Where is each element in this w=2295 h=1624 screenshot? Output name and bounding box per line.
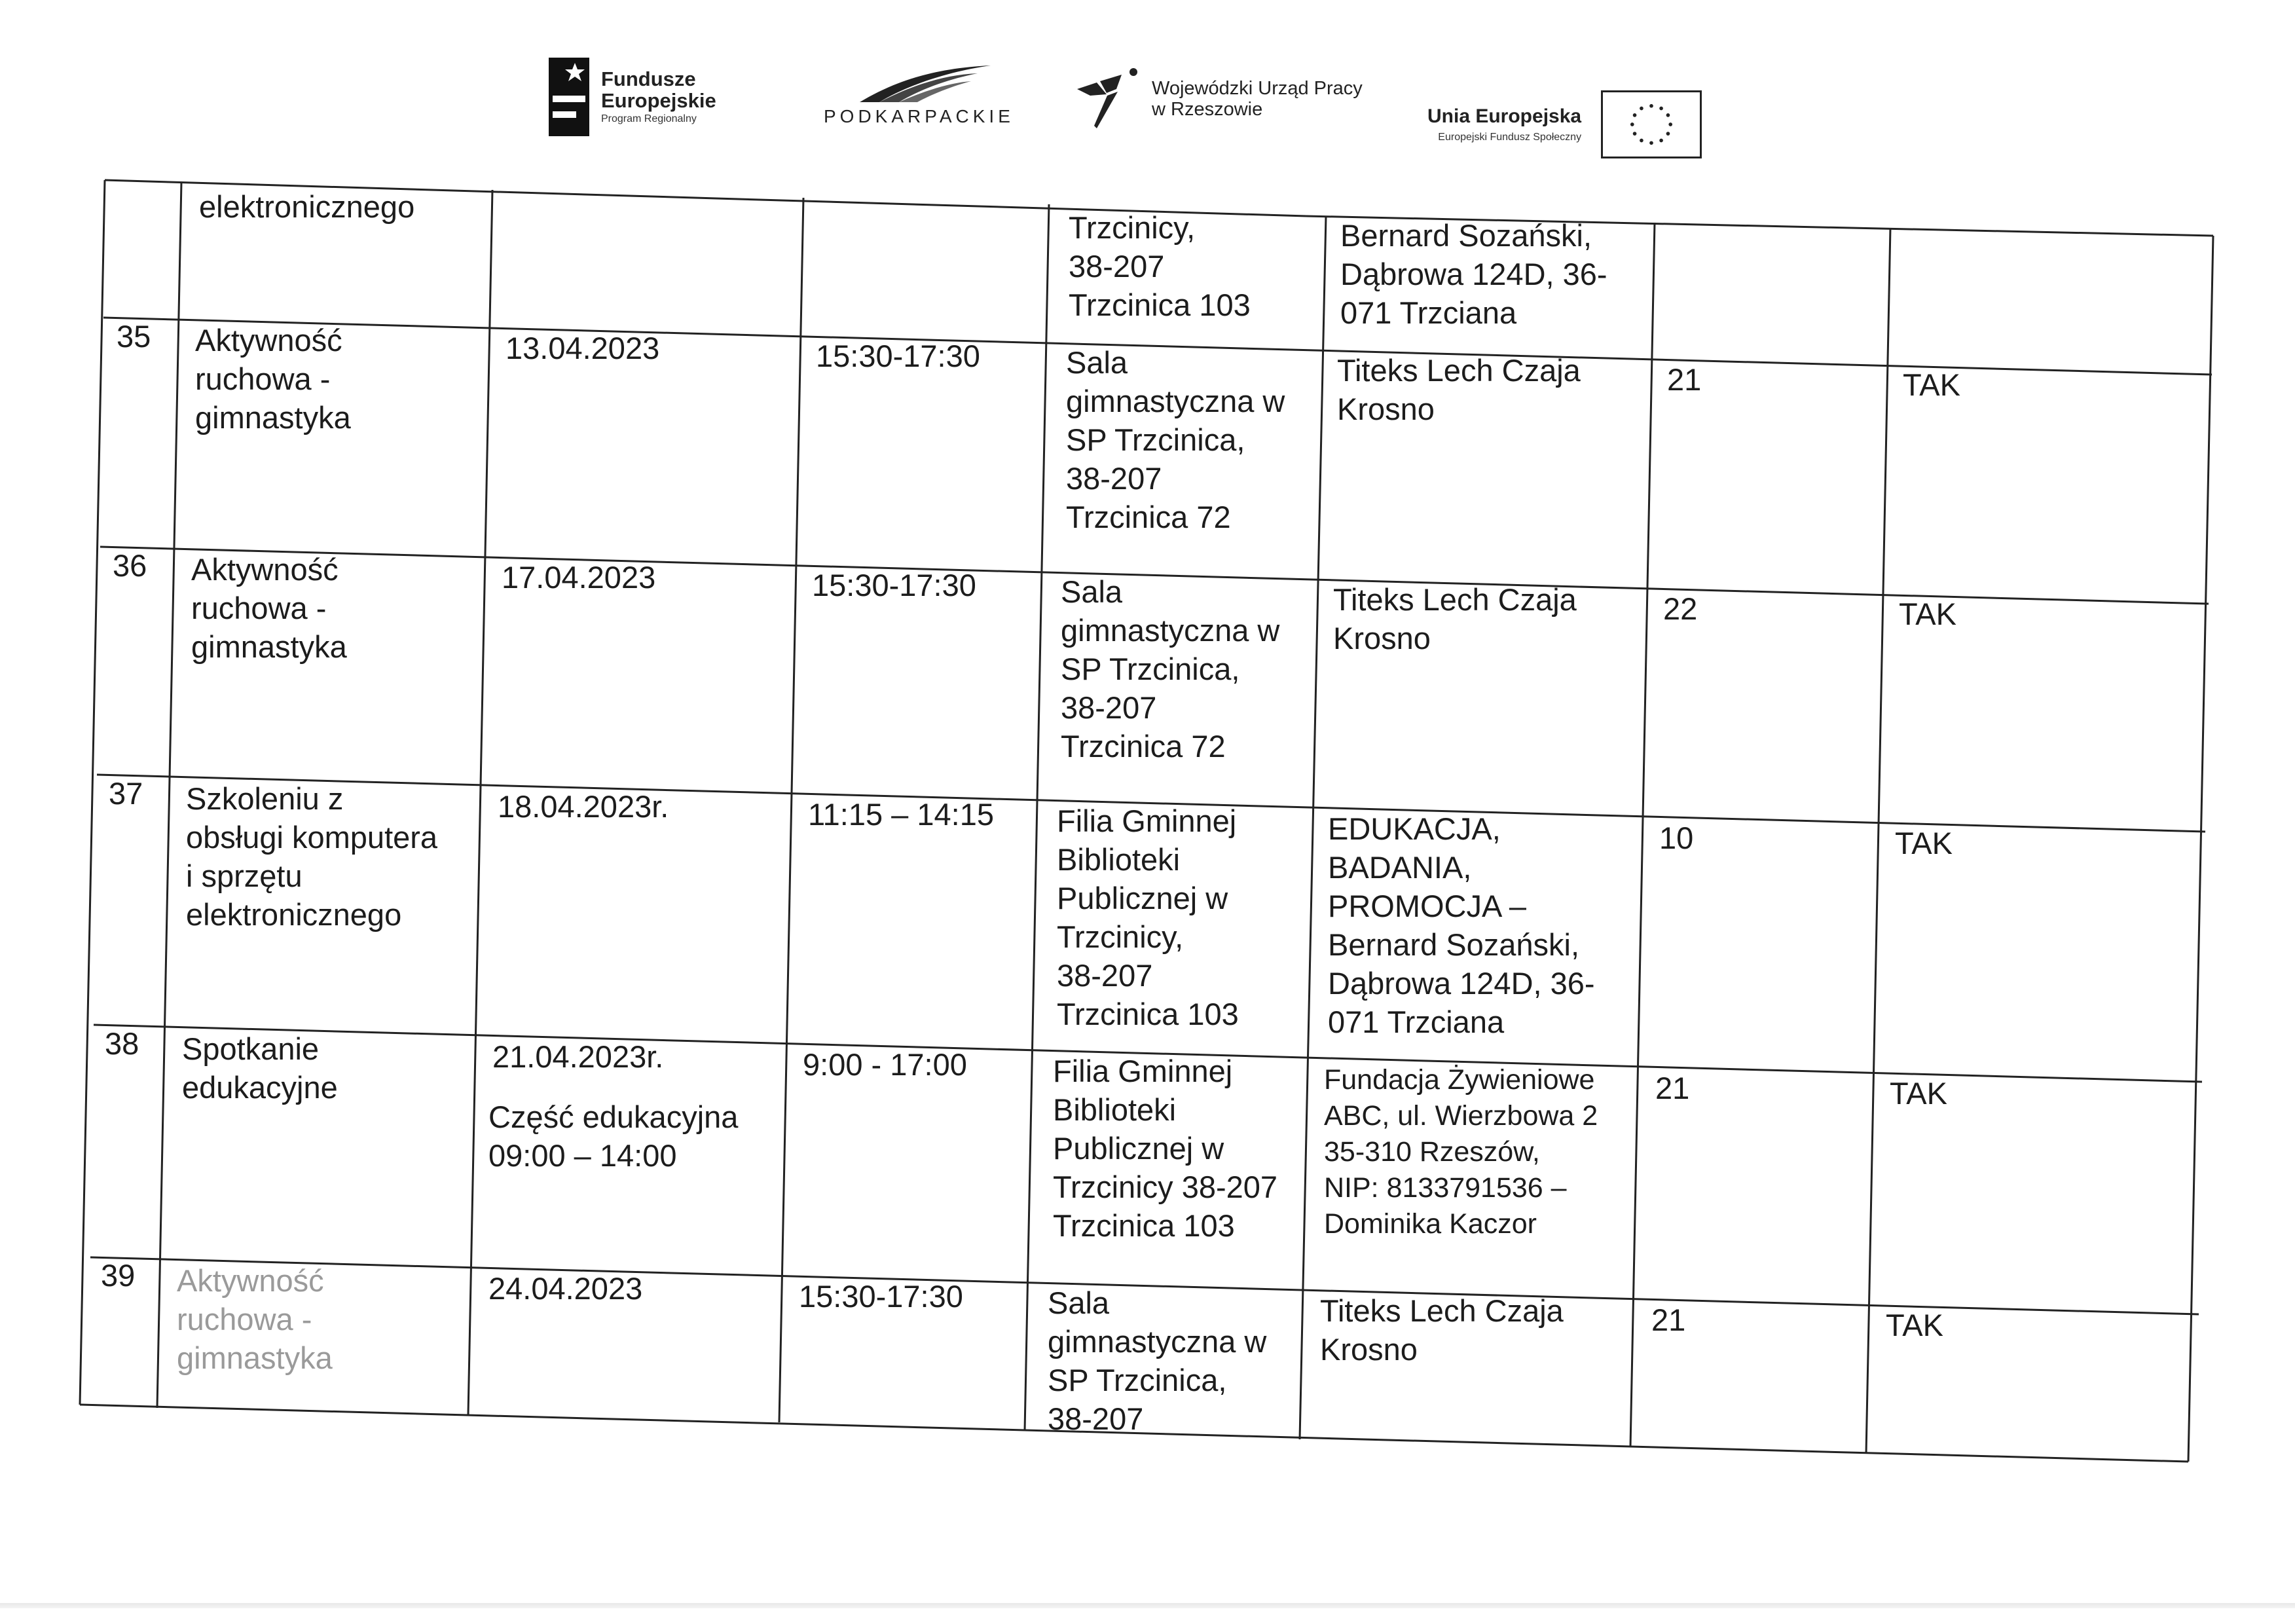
- row-38-place: Filia Gminnej Biblioteki Publicznej w Trzcinicy 38-207 Trzcinica 103: [1053, 1054, 1278, 1243]
- row-35-count: 21: [1667, 362, 1702, 397]
- wup-line1: Wojewódzki Urząd Pracy: [1152, 77, 1363, 99]
- row-37-time: 11:15 – 14:15: [808, 797, 994, 832]
- row-35-number: 35: [117, 319, 151, 354]
- scan-edge-artifact: [0, 1603, 2295, 1608]
- fe-line1: Fundusze: [601, 67, 696, 91]
- row-0-provider: Bernard Sozański, Dąbrowa 124D, 36- 071 Trzciana: [1340, 218, 1607, 330]
- row-39-date: 24.04.2023: [488, 1271, 643, 1306]
- row-36-place: Sala gimnastyczna w SP Trzcinica, 38-207 Trzcinica 72: [1061, 574, 1280, 764]
- row-36-provider: Titeks Lech Czaja Krosno: [1333, 582, 1577, 655]
- row-35-provider: Titeks Lech Czaja Krosno: [1337, 353, 1581, 426]
- row-39-time: 15:30-17:30: [799, 1279, 963, 1314]
- row-38-date: 21.04.2023r.: [492, 1039, 664, 1074]
- row-38-name: Spotkanie edukacyjne: [182, 1031, 338, 1105]
- row-37-name: Szkoleniu z obsługi komputera i sprzętu elektronicznego: [186, 781, 438, 932]
- row-39-place: Sala gimnastyczna w SP Trzcinica, 38-207: [1048, 1285, 1267, 1436]
- row-38-time: 9:00 - 17:00: [803, 1047, 967, 1082]
- row-38-flag: TAK: [1890, 1076, 1947, 1111]
- row-35-place: Sala gimnastyczna w SP Trzcinica, 38-207 Trzcinica 72: [1066, 345, 1285, 534]
- row-39-provider: Titeks Lech Czaja Krosno: [1320, 1293, 1564, 1367]
- row-37-provider: EDUKACJA, BADANIA, PROMOCJA – Bernard Sozański, Dąbrowa 124D, 36- 071 Trzciana: [1328, 811, 1595, 1039]
- row-35-date: 13.04.2023: [505, 331, 660, 365]
- row-37-place: Filia Gminnej Biblioteki Publicznej w Trzcinicy, 38-207 Trzcinica 103: [1057, 803, 1239, 1031]
- row-0-place: Trzcinicy, 38-207 Trzcinica 103: [1069, 210, 1251, 322]
- row-38-date-extra: Część edukacyjna 09:00 – 14:00: [488, 1099, 739, 1173]
- fe-line2: Europejskie: [601, 88, 716, 112]
- row-36-number: 36: [113, 548, 147, 583]
- row-36-name: Aktywność ruchowa - gimnastyka: [191, 552, 347, 664]
- row-0-name: elektronicznego: [199, 189, 415, 224]
- row-35-time: 15:30-17:30: [816, 339, 980, 373]
- row-37-count: 10: [1659, 821, 1694, 855]
- row-35-name: Aktywność ruchowa - gimnastyka: [195, 323, 351, 435]
- fe-line3: Program Regionalny: [601, 113, 697, 125]
- ue-line2: Europejski Fundusz Społeczny: [1438, 132, 1582, 143]
- row-39-name: Aktywność ruchowa - gimnastyka: [177, 1263, 333, 1375]
- row-38-count: 21: [1655, 1071, 1690, 1105]
- row-39-number: 39: [101, 1258, 136, 1293]
- row-39-count: 21: [1651, 1302, 1686, 1337]
- row-38-provider: Fundacja Żywieniowe ABC, ul. Wierzbowa 2 35-310 Rzeszów, NIP: 8133791536 – Dominika Kaczor: [1324, 1064, 1598, 1240]
- row-36-time: 15:30-17:30: [812, 568, 976, 602]
- podkarpackie-text: PODKARPACKIE: [824, 106, 1014, 126]
- row-36-date: 17.04.2023: [502, 560, 656, 595]
- row-35-flag: TAK: [1903, 367, 1960, 402]
- row-38-number: 38: [105, 1026, 139, 1061]
- wup-line2: w Rzeszowie: [1152, 99, 1263, 120]
- row-37-date: 18.04.2023r.: [498, 789, 669, 824]
- row-37-flag: TAK: [1895, 826, 1953, 860]
- ue-line1: Unia Europejska: [1427, 105, 1582, 127]
- row-39-flag: TAK: [1886, 1308, 1943, 1342]
- row-36-flag: TAK: [1899, 597, 1956, 631]
- row-37-number: 37: [109, 776, 143, 811]
- row-36-count: 22: [1663, 591, 1698, 626]
